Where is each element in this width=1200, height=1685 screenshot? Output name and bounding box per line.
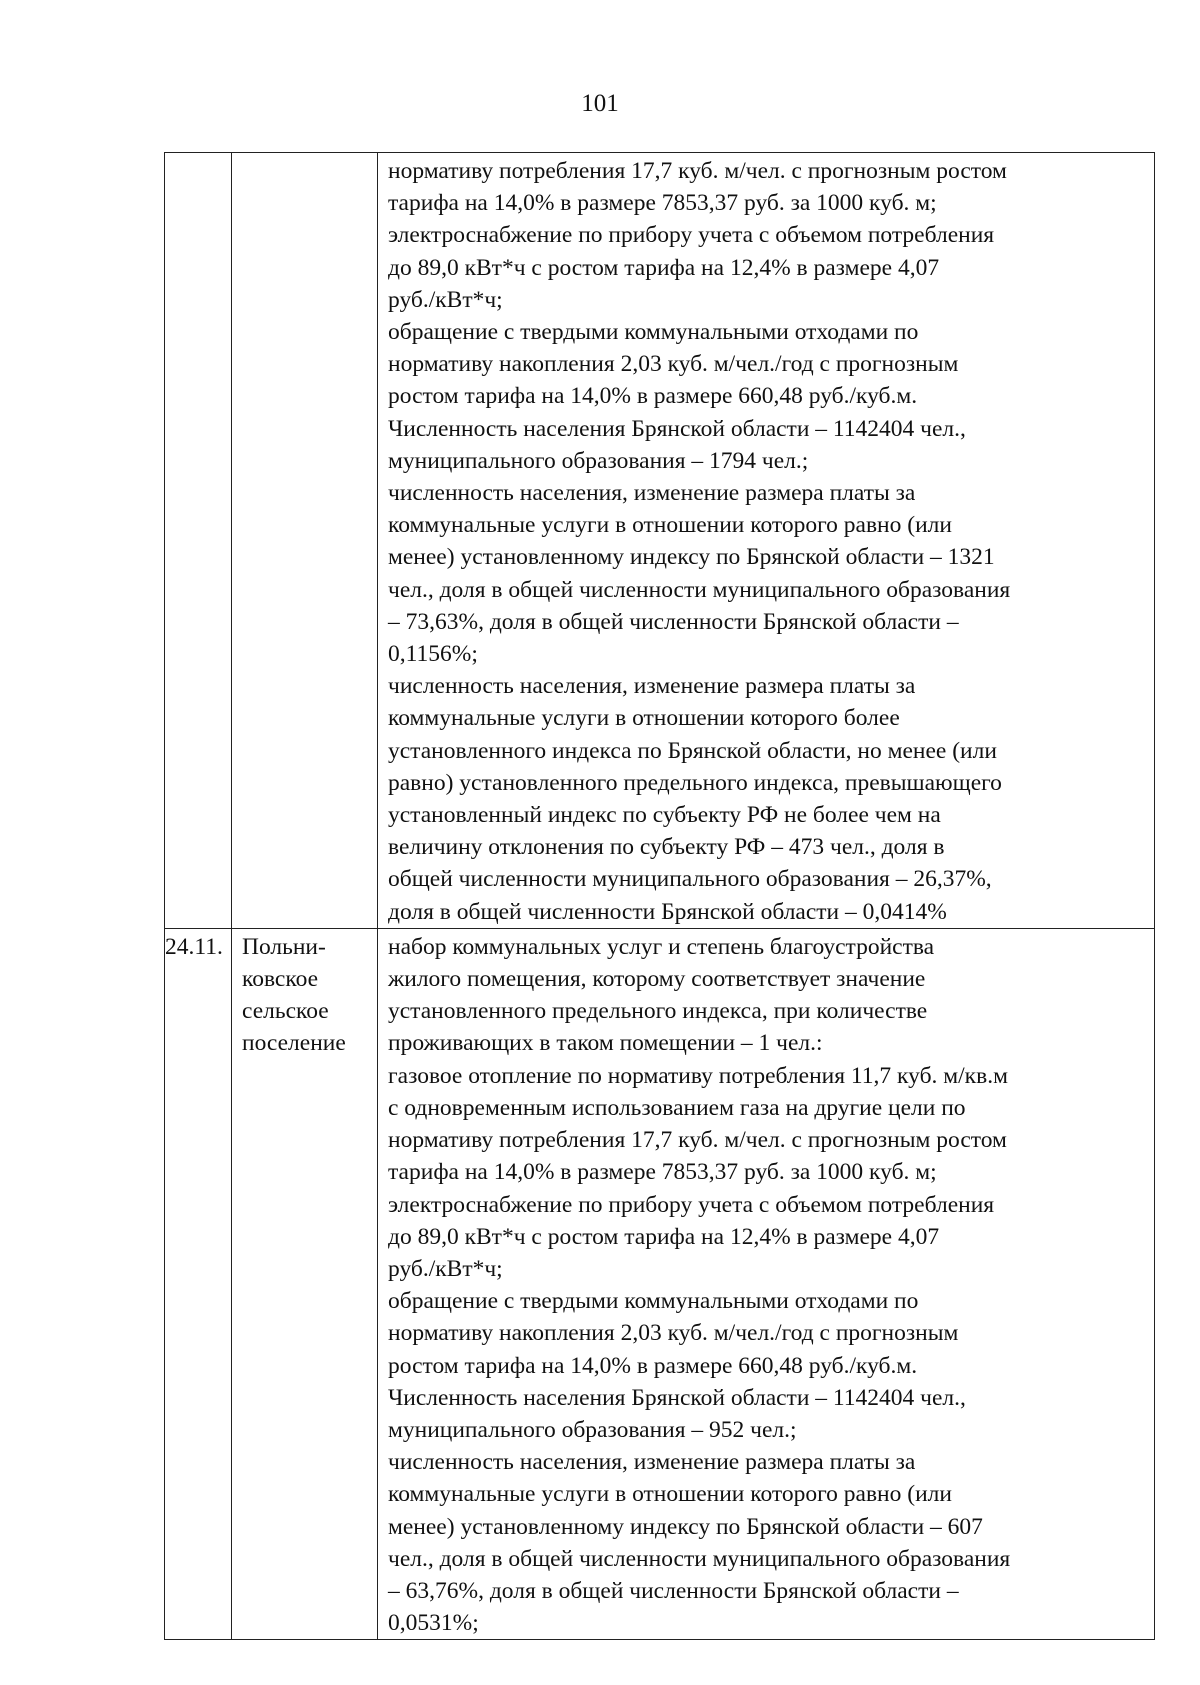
description-line: чел., доля в общей численности муниципального образования	[388, 1545, 1011, 1572]
description-line: тарифа на 14,0% в размере 7853,37 руб. за 1000 куб. м;	[388, 190, 937, 217]
description-line: величину отклонения по субъекту РФ – 473 чел., доля в	[388, 834, 945, 861]
description-line: численность населения, изменение размера платы за	[388, 1449, 916, 1476]
table-body	[165, 153, 1155, 1640]
municipality-name-line: поселение	[242, 1030, 346, 1057]
description-line: установленного предельного индекса, при количестве	[388, 998, 928, 1025]
description-line: до 89,0 кВт*ч с ростом тарифа на 12,4% в размере 4,07	[388, 1223, 940, 1250]
row-number	[165, 153, 231, 155]
municipality-name-line: ковское	[242, 966, 319, 993]
description-line: нормативу потребления 17,7 куб. м/чел. с прогнозным ростом	[388, 158, 1007, 184]
description-line: до 89,0 кВт*ч с ростом тарифа на 12,4% в размере 4,07	[388, 254, 940, 281]
row-number-cell	[165, 153, 232, 929]
description-line: – 63,76%, доля в общей численности Брянской области –	[388, 1577, 959, 1604]
description-line: Численность населения Брянской области – 1142404 чел.,	[388, 1384, 966, 1411]
description-line: жилого помещения, которому соответствует значение	[388, 966, 926, 993]
municipality-cell	[232, 928, 378, 1639]
description-line: менее) установленному индексу по Брянской области – 607	[388, 1513, 983, 1540]
description-line: ростом тарифа на 14,0% в размере 660,48 руб./куб.м.	[388, 1352, 918, 1379]
description-line: с одновременным использованием газа на другие цели по	[388, 1094, 966, 1121]
description-line: обращение с твердыми коммунальными отходами по	[388, 1288, 919, 1315]
description-line: коммунальные услуги в отношении которого равно (или	[388, 512, 952, 539]
description-line: 0,1156%;	[388, 641, 478, 668]
row-number-cell	[165, 928, 232, 1639]
description-line: набор коммунальных услуг и степень благоустройства	[388, 933, 935, 960]
description-line: электроснабжение по прибору учета с объемом потребления	[388, 222, 995, 249]
description-line: коммунальные услуги в отношении которого более	[388, 705, 900, 732]
description-line: численность населения, изменение размера платы за	[388, 673, 916, 700]
description-line: нормативу накопления 2,03 куб. м/чел./год с прогнозным	[388, 351, 959, 378]
description-cell	[378, 153, 1155, 929]
description-line: Численность населения Брянской области – 1142404 чел.,	[388, 415, 966, 442]
description-line: ростом тарифа на 14,0% в размере 660,48 руб./куб.м.	[388, 383, 918, 410]
municipality-cell	[232, 153, 378, 929]
description-line: доля в общей численности Брянской области – 0,0414%	[388, 898, 947, 925]
description-cell	[378, 928, 1155, 1639]
municipality-name	[232, 153, 377, 155]
description-line: равно) установленного предельного индекса, превышающего	[388, 769, 1002, 796]
description-line: установленный индекс по субъекту РФ не более чем на	[388, 802, 941, 829]
description-line: руб./кВт*ч;	[388, 286, 503, 313]
table-row	[165, 928, 1155, 1639]
description-line: 0,0531%;	[388, 1610, 479, 1637]
municipality-name-line: сельское	[242, 998, 329, 1025]
description-line: обращение с твердыми коммунальными отходами по	[388, 319, 919, 346]
table-row	[165, 153, 1155, 929]
description-line: муниципального образования – 952 чел.;	[388, 1416, 797, 1443]
description-line: установленного индекса по Брянской области, но менее (или	[388, 737, 997, 764]
description-text	[378, 929, 1154, 1639]
description-line: нормативу накопления 2,03 куб. м/чел./год с прогнозным	[388, 1320, 959, 1347]
tariff-table	[164, 152, 1155, 1640]
description-line: тарифа на 14,0% в размере 7853,37 руб. за 1000 куб. м;	[388, 1159, 937, 1186]
description-line: – 73,63%, доля в общей численности Брянской области –	[388, 608, 959, 635]
row-number: 24.11.	[165, 933, 223, 960]
description-line: нормативу потребления 17,7 куб. м/чел. с прогнозным ростом	[388, 1127, 1007, 1154]
municipality-name	[232, 929, 377, 1060]
page-number: 101	[581, 90, 619, 117]
description-line: менее) установленному индексу по Брянской области – 1321	[388, 544, 995, 571]
municipality-name-line: Польни-	[242, 933, 326, 960]
description-line: руб./кВт*ч;	[388, 1255, 503, 1282]
description-text	[378, 153, 1154, 928]
description-line: общей численности муниципального образования – 26,37%,	[388, 866, 992, 893]
description-line: проживающих в таком помещении – 1 чел.:	[388, 1030, 823, 1057]
description-line: газовое отопление по нормативу потребления 11,7 куб. м/кв.м	[388, 1062, 1008, 1089]
description-line: численность населения, изменение размера платы за	[388, 480, 916, 507]
description-line: муниципального образования – 1794 чел.;	[388, 447, 809, 474]
description-line: коммунальные услуги в отношении которого равно (или	[388, 1481, 952, 1508]
description-line: электроснабжение по прибору учета с объемом потребления	[388, 1191, 995, 1218]
description-line: чел., доля в общей численности муниципального образования	[388, 576, 1011, 603]
